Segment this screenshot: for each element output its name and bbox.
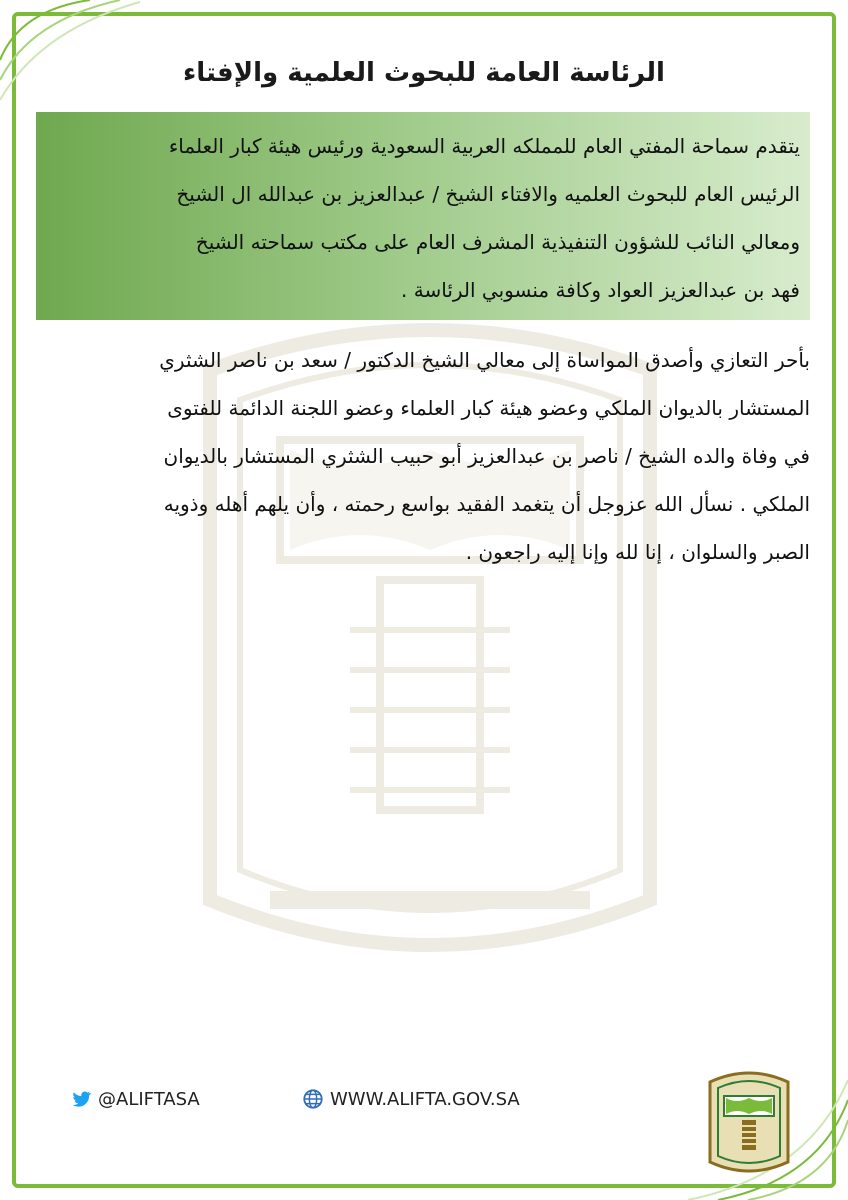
twitter-handle: @ALIFTASA	[98, 1088, 200, 1110]
website-url: WWW.ALIFTA.GOV.SA	[330, 1088, 520, 1110]
twitter-icon	[70, 1088, 92, 1110]
globe-icon	[302, 1088, 324, 1110]
body-paragraph: بأحر التعازي وأصدق المواساة إلى معالي الشيخ الدكتور / سعد بن ناصر الشثري المستشار بالديوان الملكي وعضو هيئة كبار العلماء وعضو اللجنة الدائمة للفتوى في وفاة والده الشيخ / ناصر بن عبدالعزيز أبو حبيب الشثري المستشار بالديوان الملكي . نسأل الله عزوجل أن يتغمد الفقيد بواسع رحمته ، وأن يلهم أهله وذويه الصبر والسلوان ، إنا لله وإنا إليه راجعون .	[159, 348, 810, 564]
twitter-link[interactable]	[70, 1088, 200, 1110]
highlight-box	[36, 112, 810, 320]
condolence-body	[40, 336, 810, 576]
highlight-paragraph: يتقدم سماحة المفتي العام للمملكه العربية السعودية ورئيس هيئة كبار العلماء الرئيس العام للبحوث العلميه والافتاء الشيخ / عبدالعزيز بن عبدالله ال الشيخ ومعالي النائب للشؤون التنفيذية المشرف العام على مكتب سماحته الشيخ فهد بن عبدالعزيز العواد وكافة منسوبي الرئاسة .	[168, 134, 800, 302]
alifta-logo	[704, 1062, 794, 1174]
footer	[70, 1088, 590, 1128]
website-link[interactable]	[302, 1088, 520, 1110]
document-title: الرئاسة العامة للبحوث العلمية والإفتاء	[183, 58, 665, 88]
